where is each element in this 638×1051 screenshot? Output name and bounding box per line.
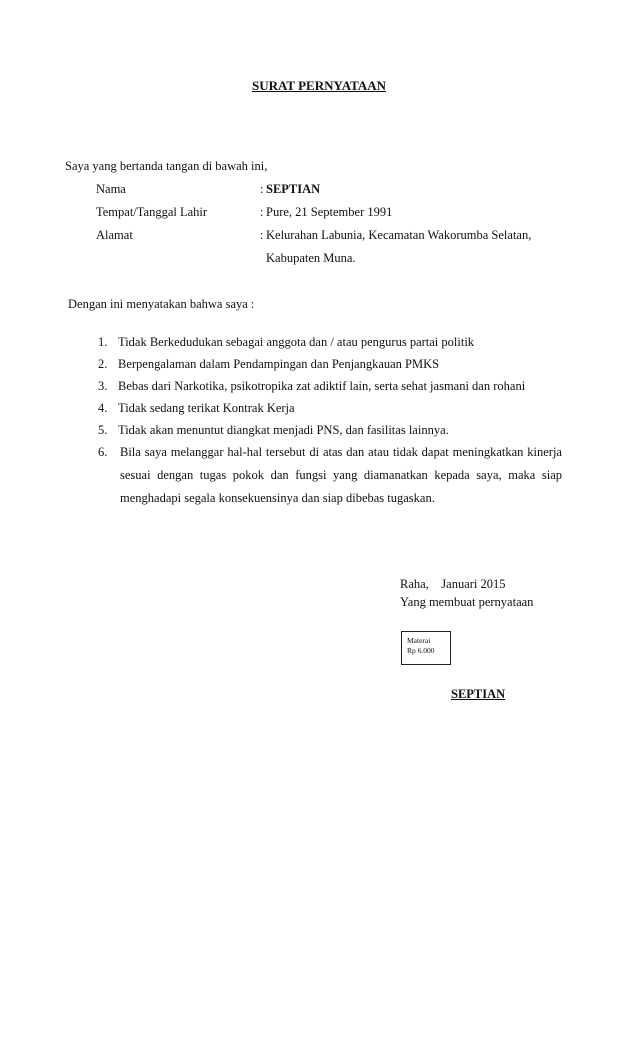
list-item: Tidak sedang terikat Kontrak Kerja: [118, 401, 295, 415]
field-value-birth: Pure, 21 September 1991: [266, 205, 393, 219]
field-separator: :: [260, 228, 264, 242]
list-item: Bebas dari Narkotika, psikotropika zat adiktif lain, serta sehat jasmani dan rohani: [118, 379, 526, 393]
field-value-address: Kelurahan Labunia, Kecamatan Wakorumba Selatan,: [266, 228, 532, 242]
list-number: 1.: [98, 335, 108, 349]
list-item: Berpengalaman dalam Pendampingan dan Penjangkauan PMKS: [118, 357, 440, 371]
place-date: Raha, Januari 2015: [400, 577, 506, 591]
list-item: Tidak Berkedudukan sebagai anggota dan / atau pengurus partai politik: [118, 335, 475, 349]
field-separator: :: [260, 182, 264, 196]
list-item-line: menghadapi segala konsekuensinya dan siap dibebas tugaskan.: [120, 491, 435, 505]
signer-name: SEPTIAN: [451, 687, 506, 701]
field-value-name: SEPTIAN: [266, 182, 321, 196]
list-number: 3.: [98, 379, 108, 393]
list-item-line: sesuai dengan tugas pokok dan fungsi yang diamanatkan kepada saya, maka siap: [120, 468, 562, 482]
stamp-value: Rp 6.000: [407, 646, 435, 655]
document-title: SURAT PERNYATAAN: [252, 78, 386, 93]
list-number: 5.: [98, 423, 108, 437]
field-label-address: Alamat: [96, 228, 133, 242]
list-number: 2.: [98, 357, 108, 371]
field-label-birth: Tempat/Tanggal Lahir: [96, 205, 208, 219]
signer-caption: Yang membuat pernyataan: [400, 595, 534, 609]
list-number: 4.: [98, 401, 108, 415]
field-label-name: Nama: [96, 182, 126, 196]
field-separator: :: [260, 205, 264, 219]
stamp-label: Materai: [407, 636, 431, 645]
list-item: Tidak akan menuntut diangkat menjadi PNS, dan fasilitas lainnya.: [118, 423, 449, 437]
list-item-line: Bila saya melanggar hal-hal tersebut di atas dan atau tidak dapat meningkatkan kinerja: [120, 445, 562, 459]
intro-text: Saya yang bertanda tangan di bawah ini,: [65, 159, 268, 173]
field-value-address-line2: Kabupaten Muna.: [266, 251, 356, 265]
list-number: 6.: [98, 445, 108, 459]
statement-intro: Dengan ini menyatakan bahwa saya :: [68, 297, 255, 311]
stamp-box: [401, 631, 451, 665]
